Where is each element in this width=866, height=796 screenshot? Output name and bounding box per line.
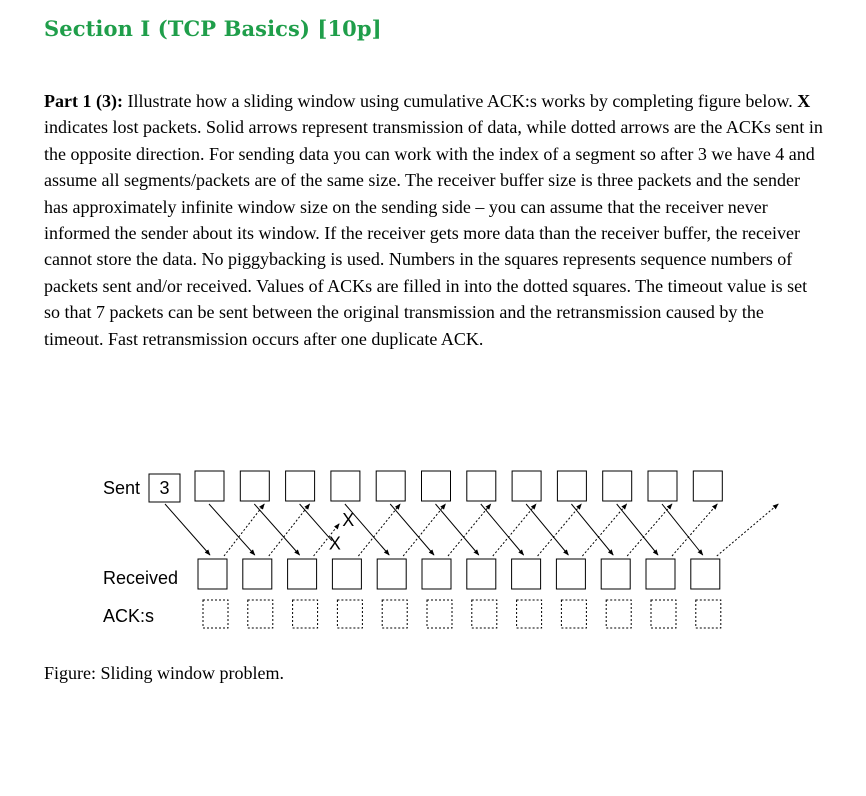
ack-arrow — [358, 504, 400, 556]
lost-marker-x: X — [797, 91, 811, 111]
sent-box — [240, 471, 269, 501]
ack-box — [293, 600, 318, 628]
ack-box — [382, 600, 407, 628]
first-sent-box — [149, 474, 180, 502]
data-arrow — [617, 504, 658, 555]
ack-arrow — [627, 504, 672, 556]
sent-box — [422, 471, 451, 501]
ack-box — [651, 600, 676, 628]
ack-box — [517, 600, 542, 628]
received-label: Received — [103, 568, 179, 588]
ack-arrow — [493, 504, 536, 556]
sent-box — [648, 471, 677, 501]
received-box — [467, 559, 496, 589]
received-box — [243, 559, 272, 589]
data-arrow — [526, 504, 568, 555]
data-arrow — [165, 504, 210, 555]
ack-box — [203, 600, 228, 628]
received-box — [512, 559, 541, 589]
problem-text-1: Illustrate how a sliding window using cumulative ACK:s works by completing figure below. — [122, 91, 798, 111]
ack-box — [337, 600, 362, 628]
received-box — [601, 559, 630, 589]
data-arrow — [662, 504, 703, 555]
ack-box — [248, 600, 273, 628]
ack-arrow — [224, 504, 264, 556]
received-box — [422, 559, 451, 589]
received-box — [332, 559, 361, 589]
part-label: Part 1 (3): — [44, 91, 123, 111]
sent-box — [512, 471, 541, 501]
data-arrow — [571, 504, 613, 555]
received-box — [198, 559, 227, 589]
data-arrow — [209, 504, 255, 555]
received-box — [556, 559, 585, 589]
lost-ack-x: X — [342, 509, 355, 530]
ack-arrow — [448, 504, 491, 556]
sent-label: Sent — [103, 478, 141, 498]
sent-box — [331, 471, 360, 501]
sent-box — [376, 471, 405, 501]
ack-arrow — [717, 504, 779, 556]
received-box — [646, 559, 675, 589]
sent-box — [603, 471, 632, 501]
sent-box — [467, 471, 496, 501]
ack-arrow — [269, 504, 310, 556]
ack-boxes — [203, 600, 721, 628]
received-boxes — [198, 559, 720, 589]
ack-box — [696, 600, 721, 628]
data-arrow — [436, 504, 479, 555]
received-box — [377, 559, 406, 589]
first-sent-value: 3 — [159, 478, 170, 498]
ack-box — [606, 600, 631, 628]
received-box — [288, 559, 317, 589]
problem-text-2: indicates lost packets. Solid arrows represent transmission of data, while dotted arrows are the ACKs sent in the opposite direction. For sending data you can work with the index of a segment so after 3 we have 4 and assume all segments/packets are of the same size. The receiver buffer size is three packets and the sender has approximately infinite window size on the sending side – you can assume that the receiver never informed the sender about its window. If the receiver gets more data than the receiver buffer, the receiver cannot store the data. No piggybacking is used. Numbers in the squares represents sequence numbers of packets sent and/or received. Values of ACKs are filled in into the dotted squares. The timeout value is set so that 7 packets can be sent between the original transmission and the retransmission caused by the timeout. Fast retransmission occurs after one duplicate ACK. — [44, 117, 823, 349]
ack-arrow — [403, 504, 445, 556]
ack-box — [427, 600, 452, 628]
ack-arrow — [582, 504, 626, 556]
section-title: Section I (TCP Basics) [10p] — [44, 16, 382, 41]
data-arrow — [481, 504, 524, 555]
data-arrow — [254, 504, 299, 555]
loss-marks — [329, 510, 354, 554]
data-arrow — [390, 504, 434, 555]
sent-box — [693, 471, 722, 501]
ack-arrow — [672, 504, 717, 556]
data-arrow-lost — [300, 504, 332, 541]
acks-label: ACK:s — [103, 606, 155, 626]
sent-box — [195, 471, 224, 501]
ack-arrows — [224, 504, 778, 556]
figure-caption: Figure: Sliding window problem. — [44, 663, 284, 683]
received-box — [691, 559, 720, 589]
ack-box — [561, 600, 586, 628]
ack-arrow — [538, 504, 582, 556]
data-arrows — [165, 504, 703, 555]
lost-packet-x: X — [328, 533, 341, 554]
ack-box — [472, 600, 497, 628]
sent-boxes — [195, 471, 722, 501]
sent-box — [557, 471, 586, 501]
sliding-window-figure — [0, 440, 866, 650]
problem-text — [44, 88, 826, 352]
sent-box — [286, 471, 315, 501]
